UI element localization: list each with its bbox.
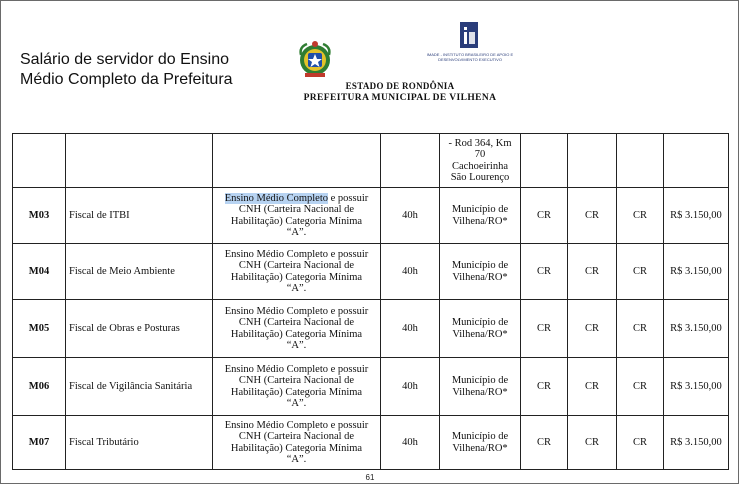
cell-salary: R$ 3.150,00 (664, 300, 729, 358)
caption-line-1: Salário de servidor do Ensino (20, 51, 230, 68)
location-line: Cachoeirinha (452, 160, 508, 172)
jobs-table (12, 133, 729, 470)
location-line: 70 (474, 149, 486, 160)
requirement-line: CNH (Carteira Nacional de (238, 204, 355, 215)
requirement-line: Ensino Médio Completo e possuir (224, 305, 369, 317)
table-row (13, 244, 729, 300)
table-row (13, 134, 729, 188)
requirement-text: e possuir (328, 192, 369, 204)
cell-location (440, 300, 521, 358)
cell-code: M04 (13, 244, 66, 300)
cell-cargo: Fiscal de ITBI (66, 188, 213, 244)
requirement-line: “A”. (286, 454, 307, 465)
cell-cr: CR (521, 300, 568, 358)
cell-cr: CR (617, 300, 664, 358)
requirement-line: Ensino Médio Completo e possuir (224, 248, 369, 260)
requirement-line: Habilitação) Categoria Mínima (230, 386, 363, 398)
location-line: Vilhena/RO* (452, 442, 508, 454)
imade-logo (420, 20, 520, 68)
cell-location (440, 416, 521, 470)
requirement-line: Habilitação) Categoria Mínima (230, 328, 363, 340)
cell-code: M03 (13, 188, 66, 244)
cell-cr: CR (521, 188, 568, 244)
location-line: Município de (451, 260, 509, 271)
header-prefeitura: PREFEITURA MUNICIPAL DE VILHENA (303, 93, 497, 103)
cell-hours: 40h (381, 300, 440, 358)
requirement-line: Habilitação) Categoria Mínima (230, 271, 363, 283)
location-line: - Rod 364, Km (448, 137, 512, 149)
cell-cr: CR (521, 244, 568, 300)
requirement-line: CNH (Carteira Nacional de (238, 317, 355, 328)
table-row (13, 188, 729, 244)
requirement-line: Ensino Médio Completo e possuir (224, 419, 369, 431)
cell-cargo: Fiscal Tributário (66, 416, 213, 470)
cell-cr: CR (568, 416, 617, 470)
location-line: São Lourenço (450, 172, 510, 183)
imade-logo-icon (420, 20, 520, 52)
cell-cargo (66, 134, 213, 188)
cell-cr: CR (617, 244, 664, 300)
cell-requirements (213, 416, 381, 470)
location-line: Município de (451, 317, 509, 328)
location-line: Vilhena/RO* (452, 271, 508, 283)
cell-requirements (213, 134, 381, 188)
requirement-line: Habilitação) Categoria Mínima (230, 215, 363, 227)
cell-requirements (213, 188, 381, 244)
cell-location (440, 244, 521, 300)
cell-cr (521, 134, 568, 188)
document-header (240, 80, 560, 105)
cell-code: M07 (13, 416, 66, 470)
cell-hours: 40h (381, 416, 440, 470)
cell-hours: 40h (381, 188, 440, 244)
page-number: 61 (365, 473, 375, 482)
location-line: Município de (451, 204, 509, 215)
cell-cr: CR (568, 358, 617, 416)
cell-hours (381, 134, 440, 188)
cell-code: M05 (13, 300, 66, 358)
cell-salary: R$ 3.150,00 (664, 358, 729, 416)
cell-cr (568, 134, 617, 188)
cell-cr: CR (568, 300, 617, 358)
cell-location (440, 358, 521, 416)
location-line: Vilhena/RO* (452, 386, 508, 398)
cell-hours: 40h (381, 358, 440, 416)
cell-requirements (213, 358, 381, 416)
caption-line-2: Médio Completo da Prefeitura (20, 71, 233, 88)
location-line: Vilhena/RO* (452, 215, 508, 227)
cell-salary: R$ 3.150,00 (664, 188, 729, 244)
requirement-line: Ensino Médio Completo e possuir (224, 363, 369, 375)
caption (20, 50, 233, 90)
cell-cr: CR (617, 416, 664, 470)
header-estado: ESTADO DE RONDÔNIA (345, 81, 455, 91)
location-line: Vilhena/RO* (452, 328, 508, 340)
cell-cargo: Fiscal de Meio Ambiente (66, 244, 213, 300)
cell-cr (617, 134, 664, 188)
cell-cr: CR (617, 188, 664, 244)
requirement-line (216, 193, 377, 205)
cell-code (13, 134, 66, 188)
cell-location (440, 134, 521, 188)
requirement-line: “A”. (286, 398, 307, 409)
cell-salary: R$ 3.150,00 (664, 416, 729, 470)
requirement-line: CNH (Carteira Nacional de (238, 260, 355, 271)
cell-cr: CR (521, 416, 568, 470)
requirement-line: Habilitação) Categoria Mínima (230, 442, 363, 454)
highlighted-text[interactable]: Ensino Médio Completo (224, 192, 328, 204)
table-row (13, 300, 729, 358)
cell-requirements (213, 244, 381, 300)
requirement-line: “A”. (286, 340, 307, 351)
table-row (13, 358, 729, 416)
cell-hours: 40h (381, 244, 440, 300)
imade-logo-text: IMADE - INSTITUTO BRASILEIRO DE APOIO E DESENVOLVIMENTO EXECUTIVO (426, 52, 514, 62)
requirement-line: “A”. (286, 227, 307, 238)
cell-location (440, 188, 521, 244)
location-line: Município de (451, 431, 509, 442)
cell-salary: R$ 3.150,00 (664, 244, 729, 300)
cell-salary (664, 134, 729, 188)
cell-requirements (213, 300, 381, 358)
requirement-line: CNH (Carteira Nacional de (238, 431, 355, 442)
cell-cr: CR (568, 188, 617, 244)
rondonia-seal-icon (295, 39, 335, 79)
cell-cr: CR (521, 358, 568, 416)
requirement-line: “A”. (286, 283, 307, 294)
cell-cr: CR (617, 358, 664, 416)
cell-cargo: Fiscal de Vigilância Sanitária (66, 358, 213, 416)
requirement-line: CNH (Carteira Nacional de (238, 375, 355, 386)
location-line: Município de (451, 375, 509, 386)
cell-code: M06 (13, 358, 66, 416)
cell-cargo: Fiscal de Obras e Posturas (66, 300, 213, 358)
table-row (13, 416, 729, 470)
cell-cr: CR (568, 244, 617, 300)
